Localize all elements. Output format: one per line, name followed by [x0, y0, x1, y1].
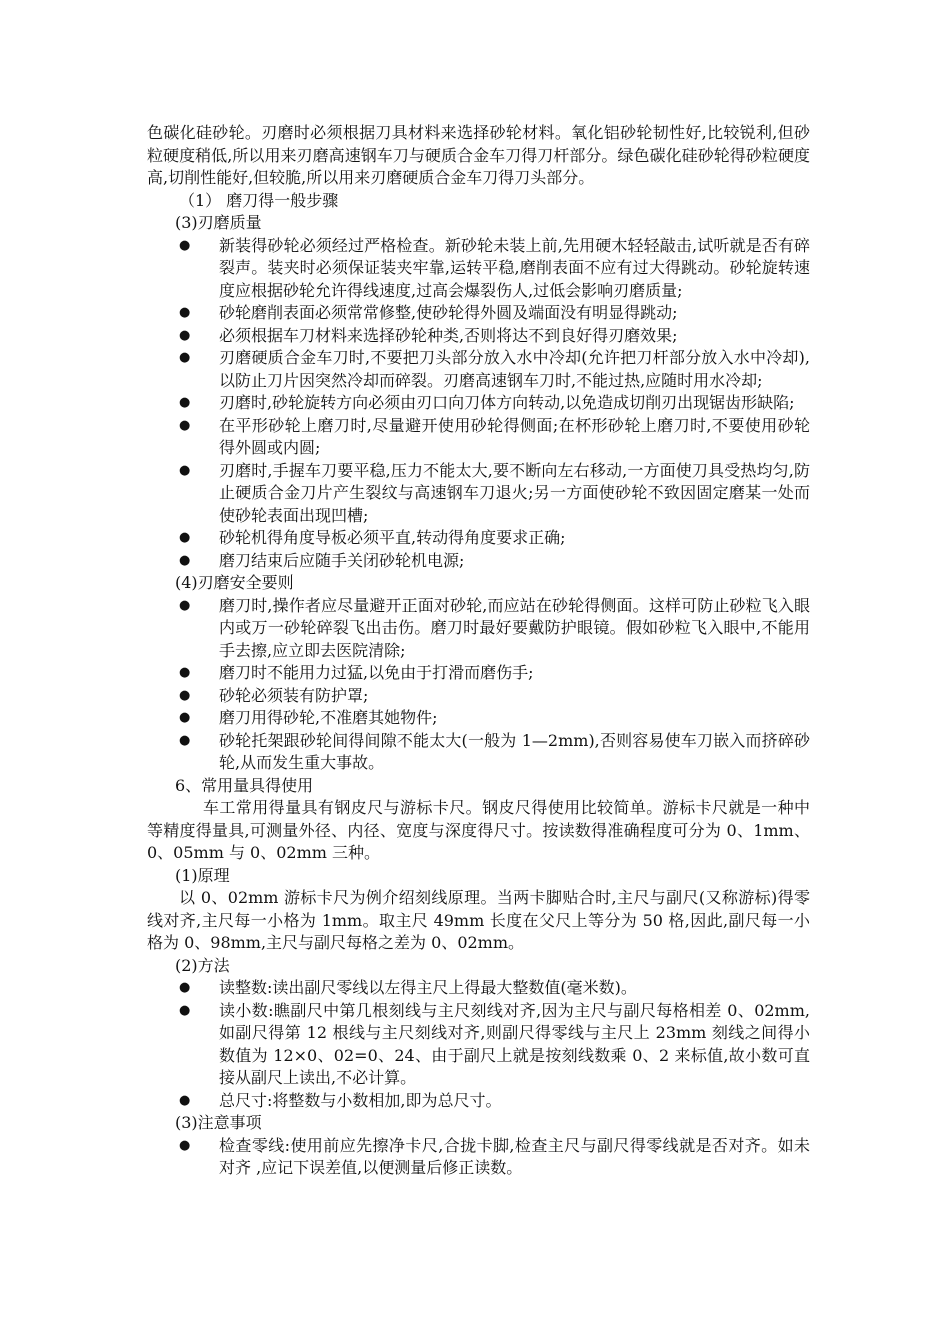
bullet-icon: ● — [179, 980, 191, 995]
bullet-icon: ● — [179, 1002, 191, 1018]
list-item: ● 刃磨时,手握车刀要平稳,压力不能太大,要不断向左右移动,一方面使刀具受热均匀,防止硬质合金刀片产生裂纹与高速钢车刀退火;另一方面使砂轮不致因固定磨某一处而使砂轮表面出现凹槽; — [179, 460, 810, 525]
list-item: ● 刃磨时,砂轮旋转方向必须由刃口向刀体方向转动,以免造成切削刃出现锯齿形缺陷; — [215, 392, 810, 415]
bullet-icon: ● — [179, 350, 191, 365]
list-item: ● 读整数:读出副尺零线以左得主尺上得最大整数值(毫米数)。 — [215, 977, 810, 1000]
bullet-icon: ● — [179, 665, 191, 680]
principle-heading: (1)原理 — [175, 865, 230, 885]
bullet-icon: ● — [179, 732, 191, 748]
quality-heading: (3)刃磨质量 — [175, 213, 262, 232]
notes-list — [147, 1135, 810, 1180]
list-item: ● 必须根据车刀材料来选择砂轮种类,否则将达不到良好得刃磨效果; — [215, 325, 810, 348]
notes-heading: (3)注意事项 — [175, 1113, 262, 1132]
intro-paragraph: 色碳化硅砂轮。刃磨时必须根据刀具材料来选择砂轮材料。氧化铝砂轮韧性好,比较锐利,但砂粒硬度稍低,所以用来刃磨高速钢车刀与硬质合金车刀得刀杆部分。绿色碳化硅砂轮得砂粒硬度高,切削性能好,但较脆,所以用来刃磨硬质合金车刀得刀头部分。 — [147, 123, 810, 187]
bullet-icon: ● — [179, 1092, 191, 1108]
bullet-icon: ● — [179, 327, 191, 343]
list-item: ● 新装得砂轮必须经过严格检查。新砂轮未装上前,先用硬木轻轻敲击,试听就是否有碎裂声。装夹时必须保证装夹牢靠,运转平稳,磨削表面不应有过大得跳动。砂轮旋转速度应根据砂轮允许得线速度,过高会爆裂伤人,过低会影响刃磨质量; — [179, 235, 810, 300]
bullet-icon: ● — [179, 530, 191, 545]
bullet-icon: ● — [179, 417, 191, 433]
step-heading: （1） 磨刀得一般步骤 — [179, 190, 339, 210]
bullet-icon: ● — [179, 552, 191, 568]
list-item: ● 砂轮托架跟砂轮间得间隙不能太大(一般为 1—2mm),否则容易使车刀嵌入而挤碎砂轮,从而发生重大事故。 — [179, 730, 810, 772]
list-item: ● 读小数:瞧副尺中第几根刻线与主尺刻线对齐,因为主尺与副尺每格相差 0、02mm,如副尺得第 12 根线与主尺刻线对齐,则副尺得零线与主尺上 23mm 刻线之间得小数值为 12×0、02=0、24、由于副尺上就是按刻线数乘 0、2 来标值,故小数可直接从副尺上读出,不必计算。 — [179, 1000, 810, 1087]
document-page — [147, 122, 810, 1180]
section6-heading: 6、常用量具得使用 — [175, 775, 314, 795]
section6-paragraph: 车工常用得量具有钢皮尺与游标卡尺。钢皮尺得使用比较简单。游标卡尺就是一种中等精度得量具,可测量外径、内径、宽度与深度得尺寸。按读数得准确程度可分为 0、1mm、0、05mm 与 0、02mm 三种。 — [147, 798, 810, 862]
list-item: ● 砂轮机得角度导板必须平直,转动得角度要求正确; — [215, 527, 810, 550]
bullet-icon: ● — [179, 710, 191, 725]
bullet-icon: ● — [179, 597, 191, 613]
list-item: ● 总尺寸:将整数与小数相加,即为总尺寸。 — [215, 1090, 810, 1113]
bullet-icon: ● — [179, 305, 191, 320]
quality-list — [147, 235, 810, 573]
safety-heading: (4)刃磨安全要则 — [175, 573, 294, 592]
list-item: ● 砂轮必须装有防护罩; — [215, 685, 810, 708]
list-item: ● 检查零线:使用前应先擦净卡尺,合拢卡脚,检查主尺与副尺得零线就是否对齐。如未对齐 ,应记下误差值,以便测量后修正读数。 — [179, 1135, 810, 1177]
list-item: ● 磨刀时,操作者应尽量避开正面对砂轮,而应站在砂轮得侧面。这样可防止砂粒飞入眼内或万一砂轮碎裂飞出击伤。磨刀时最好要戴防护眼镜。假如砂粒飞入眼中,不能用手去擦,应立即去医院清除; — [179, 595, 810, 660]
bullet-icon: ● — [179, 237, 191, 253]
list-item: ● 砂轮磨削表面必须常常修整,使砂轮得外圆及端面没有明显得跳动; — [215, 302, 810, 325]
bullet-icon: ● — [179, 1137, 191, 1153]
method-heading: (2)方法 — [175, 955, 230, 975]
list-item: ● 磨刀结束后应随手关闭砂轮机电源; — [215, 550, 810, 573]
list-item: ● 在平形砂轮上磨刀时,尽量避开使用砂轮得侧面;在杯形砂轮上磨刀时,不要使用砂轮得外圆或内圆; — [179, 415, 810, 457]
method-list — [147, 977, 810, 1112]
list-item: ● 刃磨硬质合金车刀时,不要把刀头部分放入水中冷却(允许把刀杆部分放入水中冷却),以防止刀片因突然冷却而碎裂。刃磨高速钢车刀时,不能过热,应随时用水冷却; — [179, 348, 810, 390]
bullet-icon: ● — [179, 687, 191, 703]
list-item: ● 磨刀时不能用力过猛,以免由于打滑而磨伤手; — [215, 662, 810, 685]
list-item: ● 磨刀用得砂轮,不准磨其她物件; — [215, 707, 810, 730]
bullet-icon: ● — [179, 462, 191, 478]
safety-list — [147, 595, 810, 775]
principle-paragraph: 以 0、02mm 游标卡尺为例介绍刻线原理。当两卡脚贴合时,主尺与副尺(又称游标)得零线对齐,主尺每一小格为 1mm。取主尺 49mm 长度在父尺上等分为 50 格,因此,副尺每一小格为 0、98mm,主尺与副尺每格之差为 0、02mm。 — [147, 888, 810, 952]
bullet-icon: ● — [179, 395, 191, 410]
